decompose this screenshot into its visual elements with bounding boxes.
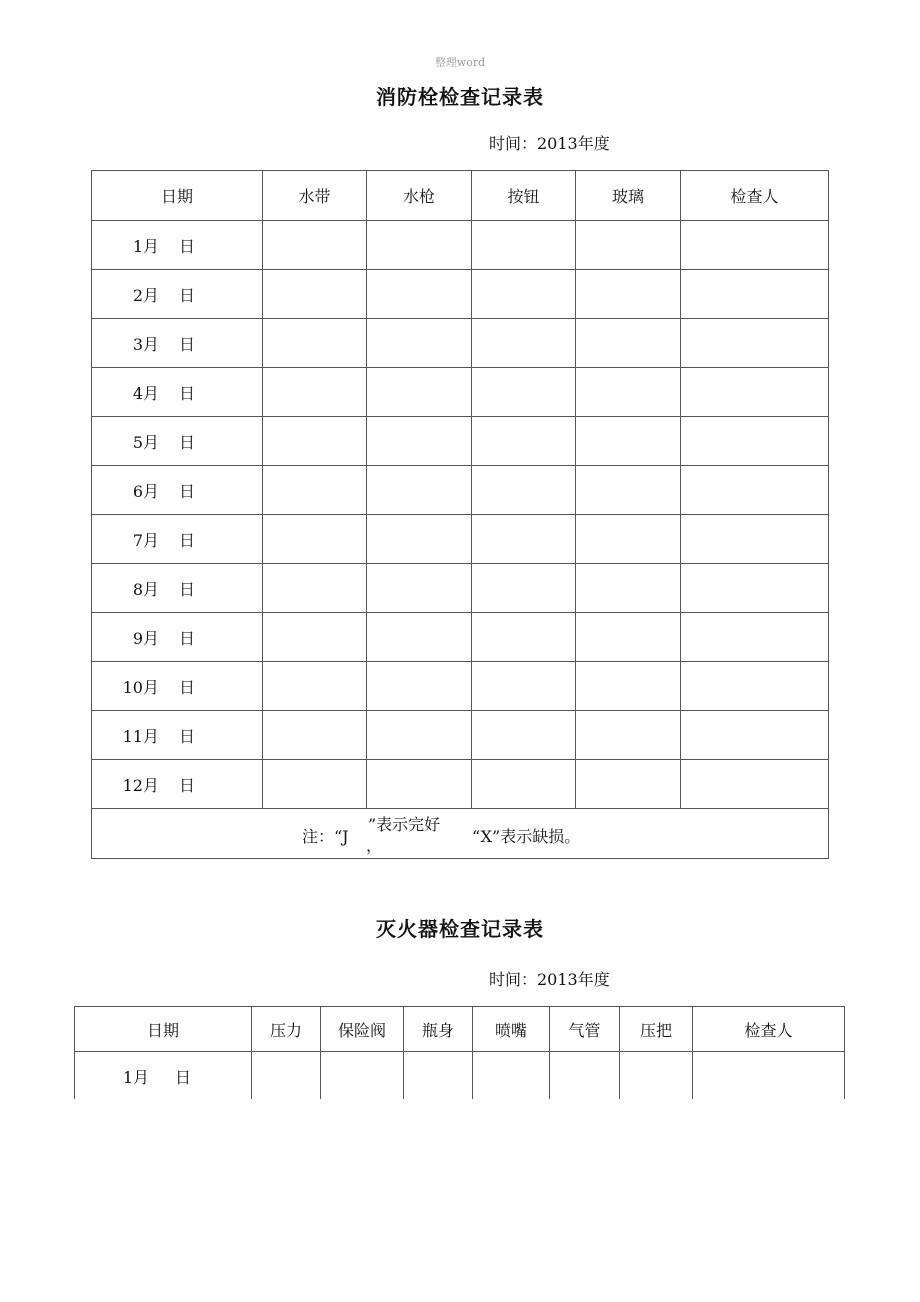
month-label: 1月 — [132, 236, 159, 256]
month-label: 7月 — [132, 530, 159, 550]
entry-cell[interactable] — [472, 319, 576, 368]
entry-cell[interactable] — [472, 515, 576, 564]
entry-cell[interactable] — [681, 417, 829, 466]
entry-cell[interactable] — [576, 613, 681, 662]
entry-cell[interactable] — [263, 564, 367, 613]
day-label: 日 — [179, 775, 196, 795]
date-cell — [92, 760, 263, 809]
entry-cell[interactable] — [576, 221, 681, 270]
entry-cell[interactable] — [263, 466, 367, 515]
entry-cell[interactable] — [681, 221, 829, 270]
date-cell — [92, 564, 263, 613]
note-cell — [92, 809, 829, 859]
date-cell — [92, 466, 263, 515]
entry-cell[interactable] — [472, 662, 576, 711]
header-button: 按钮 — [472, 171, 576, 221]
date-cell — [92, 221, 263, 270]
header-inspector: 检查人 — [681, 171, 829, 221]
month-label: 12月 — [122, 775, 159, 795]
table-row — [75, 1052, 845, 1101]
note-part-2: ”表示完好 — [368, 815, 441, 834]
table-row — [92, 760, 829, 809]
date-cell — [92, 270, 263, 319]
entry-cell[interactable] — [263, 319, 367, 368]
month-label: 3月 — [132, 334, 159, 354]
entry-cell[interactable] — [681, 662, 829, 711]
header-hose: 气管 — [550, 1007, 620, 1052]
note-part-3: ， — [366, 836, 383, 855]
day-label: 日 — [179, 432, 196, 452]
entry-cell[interactable] — [576, 368, 681, 417]
hydrant-table — [91, 170, 829, 859]
entry-cell[interactable] — [367, 515, 472, 564]
header-handle: 压把 — [620, 1007, 693, 1052]
header-date: 日期 — [92, 171, 263, 221]
day-label: 日 — [179, 481, 196, 501]
day-label: 日 — [179, 236, 196, 256]
extinguisher-header-row — [75, 1007, 845, 1052]
entry-cell[interactable] — [367, 466, 472, 515]
header-glass: 玻璃 — [576, 171, 681, 221]
month-label: 9月 — [132, 628, 159, 648]
entry-cell[interactable] — [681, 466, 829, 515]
entry-cell[interactable] — [367, 613, 472, 662]
entry-cell[interactable] — [321, 1052, 404, 1101]
entry-cell[interactable] — [367, 319, 472, 368]
entry-cell[interactable] — [252, 1052, 321, 1101]
note-part-4: “X”表示缺损。 — [472, 827, 581, 846]
entry-cell[interactable] — [681, 564, 829, 613]
table-row — [92, 711, 829, 760]
entry-cell[interactable] — [367, 417, 472, 466]
table-row — [92, 368, 829, 417]
entry-cell[interactable] — [576, 564, 681, 613]
entry-cell[interactable] — [620, 1052, 693, 1101]
entry-cell[interactable] — [473, 1052, 550, 1101]
day-label: 日 — [179, 334, 196, 354]
date-cell — [92, 515, 263, 564]
entry-cell[interactable] — [263, 760, 367, 809]
entry-cell[interactable] — [367, 564, 472, 613]
entry-cell[interactable] — [367, 662, 472, 711]
entry-cell[interactable] — [576, 466, 681, 515]
date-cell — [92, 319, 263, 368]
entry-cell[interactable] — [367, 221, 472, 270]
watermark: 整理word — [434, 56, 486, 69]
entry-cell[interactable] — [550, 1052, 620, 1101]
table-row — [92, 613, 829, 662]
month-label: 2月 — [132, 285, 159, 305]
extinguisher-table — [74, 1006, 845, 1101]
day-label: 日 — [175, 1067, 192, 1087]
month-label: 4月 — [132, 383, 159, 403]
entry-cell[interactable] — [472, 417, 576, 466]
entry-cell[interactable] — [472, 711, 576, 760]
day-label: 日 — [179, 677, 196, 697]
entry-cell[interactable] — [263, 515, 367, 564]
table-row — [92, 417, 829, 466]
day-label: 日 — [179, 383, 196, 403]
entry-cell[interactable] — [576, 319, 681, 368]
day-label: 日 — [179, 628, 196, 648]
hydrant-header-row — [92, 171, 829, 221]
header-date: 日期 — [75, 1007, 252, 1052]
entry-cell[interactable] — [472, 564, 576, 613]
entry-cell[interactable] — [681, 270, 829, 319]
entry-cell[interactable] — [472, 466, 576, 515]
header-cylinder: 瓶身 — [404, 1007, 473, 1052]
entry-cell[interactable] — [263, 613, 367, 662]
entry-cell[interactable] — [681, 711, 829, 760]
hydrant-title: 消防栓检查记录表 — [376, 85, 544, 109]
entry-cell[interactable] — [472, 270, 576, 319]
entry-cell[interactable] — [263, 711, 367, 760]
header-pressure: 压力 — [252, 1007, 321, 1052]
table-row — [92, 515, 829, 564]
date-cell — [92, 711, 263, 760]
month-label: 5月 — [132, 432, 159, 452]
entry-cell[interactable] — [263, 221, 367, 270]
entry-cell[interactable] — [367, 711, 472, 760]
entry-cell[interactable] — [263, 662, 367, 711]
day-label: 日 — [179, 530, 196, 550]
date-cell — [92, 417, 263, 466]
page-cut-off — [0, 1099, 920, 1302]
day-label: 日 — [179, 285, 196, 305]
entry-cell[interactable] — [263, 368, 367, 417]
entry-cell[interactable] — [472, 368, 576, 417]
entry-cell[interactable] — [576, 270, 681, 319]
entry-cell[interactable] — [367, 760, 472, 809]
date-cell — [92, 368, 263, 417]
entry-cell[interactable] — [693, 1052, 845, 1101]
entry-cell[interactable] — [404, 1052, 473, 1101]
month-label: 8月 — [132, 579, 159, 599]
table-row — [92, 221, 829, 270]
entry-cell[interactable] — [576, 515, 681, 564]
month-label: 6月 — [132, 481, 159, 501]
header-safety-valve: 保险阀 — [321, 1007, 404, 1052]
table-row — [92, 466, 829, 515]
entry-cell[interactable] — [576, 760, 681, 809]
header-inspector: 检查人 — [693, 1007, 845, 1052]
hydrant-note-row — [92, 809, 829, 859]
day-label: 日 — [179, 726, 196, 746]
entry-cell[interactable] — [367, 368, 472, 417]
date-cell — [75, 1052, 252, 1101]
entry-cell[interactable] — [263, 417, 367, 466]
header-nozzle: 水枪 — [367, 171, 472, 221]
entry-cell[interactable] — [367, 270, 472, 319]
date-cell — [92, 613, 263, 662]
month-label: 1月 — [122, 1067, 149, 1087]
entry-cell[interactable] — [472, 221, 576, 270]
entry-cell[interactable] — [472, 760, 576, 809]
day-label: 日 — [179, 579, 196, 599]
entry-cell[interactable] — [576, 662, 681, 711]
table-row — [92, 662, 829, 711]
entry-cell[interactable] — [681, 515, 829, 564]
entry-cell[interactable] — [681, 319, 829, 368]
month-label: 11月 — [122, 726, 159, 746]
entry-cell[interactable] — [576, 711, 681, 760]
hydrant-time-label: 时间：2013年度 — [489, 134, 610, 153]
header-nozzle: 喷嘴 — [473, 1007, 550, 1052]
table-row — [92, 319, 829, 368]
entry-cell[interactable] — [263, 270, 367, 319]
month-label: 10月 — [122, 677, 159, 697]
extinguisher-time-label: 时间：2013年度 — [489, 970, 610, 989]
date-cell — [92, 662, 263, 711]
entry-cell[interactable] — [681, 613, 829, 662]
header-hose: 水带 — [263, 171, 367, 221]
table-row — [92, 270, 829, 319]
entry-cell[interactable] — [472, 613, 576, 662]
entry-cell[interactable] — [681, 760, 829, 809]
entry-cell[interactable] — [681, 368, 829, 417]
extinguisher-title: 灭火器检查记录表 — [376, 917, 544, 941]
table-row — [92, 564, 829, 613]
entry-cell[interactable] — [576, 417, 681, 466]
note-part-1: 注：“J — [302, 827, 349, 846]
